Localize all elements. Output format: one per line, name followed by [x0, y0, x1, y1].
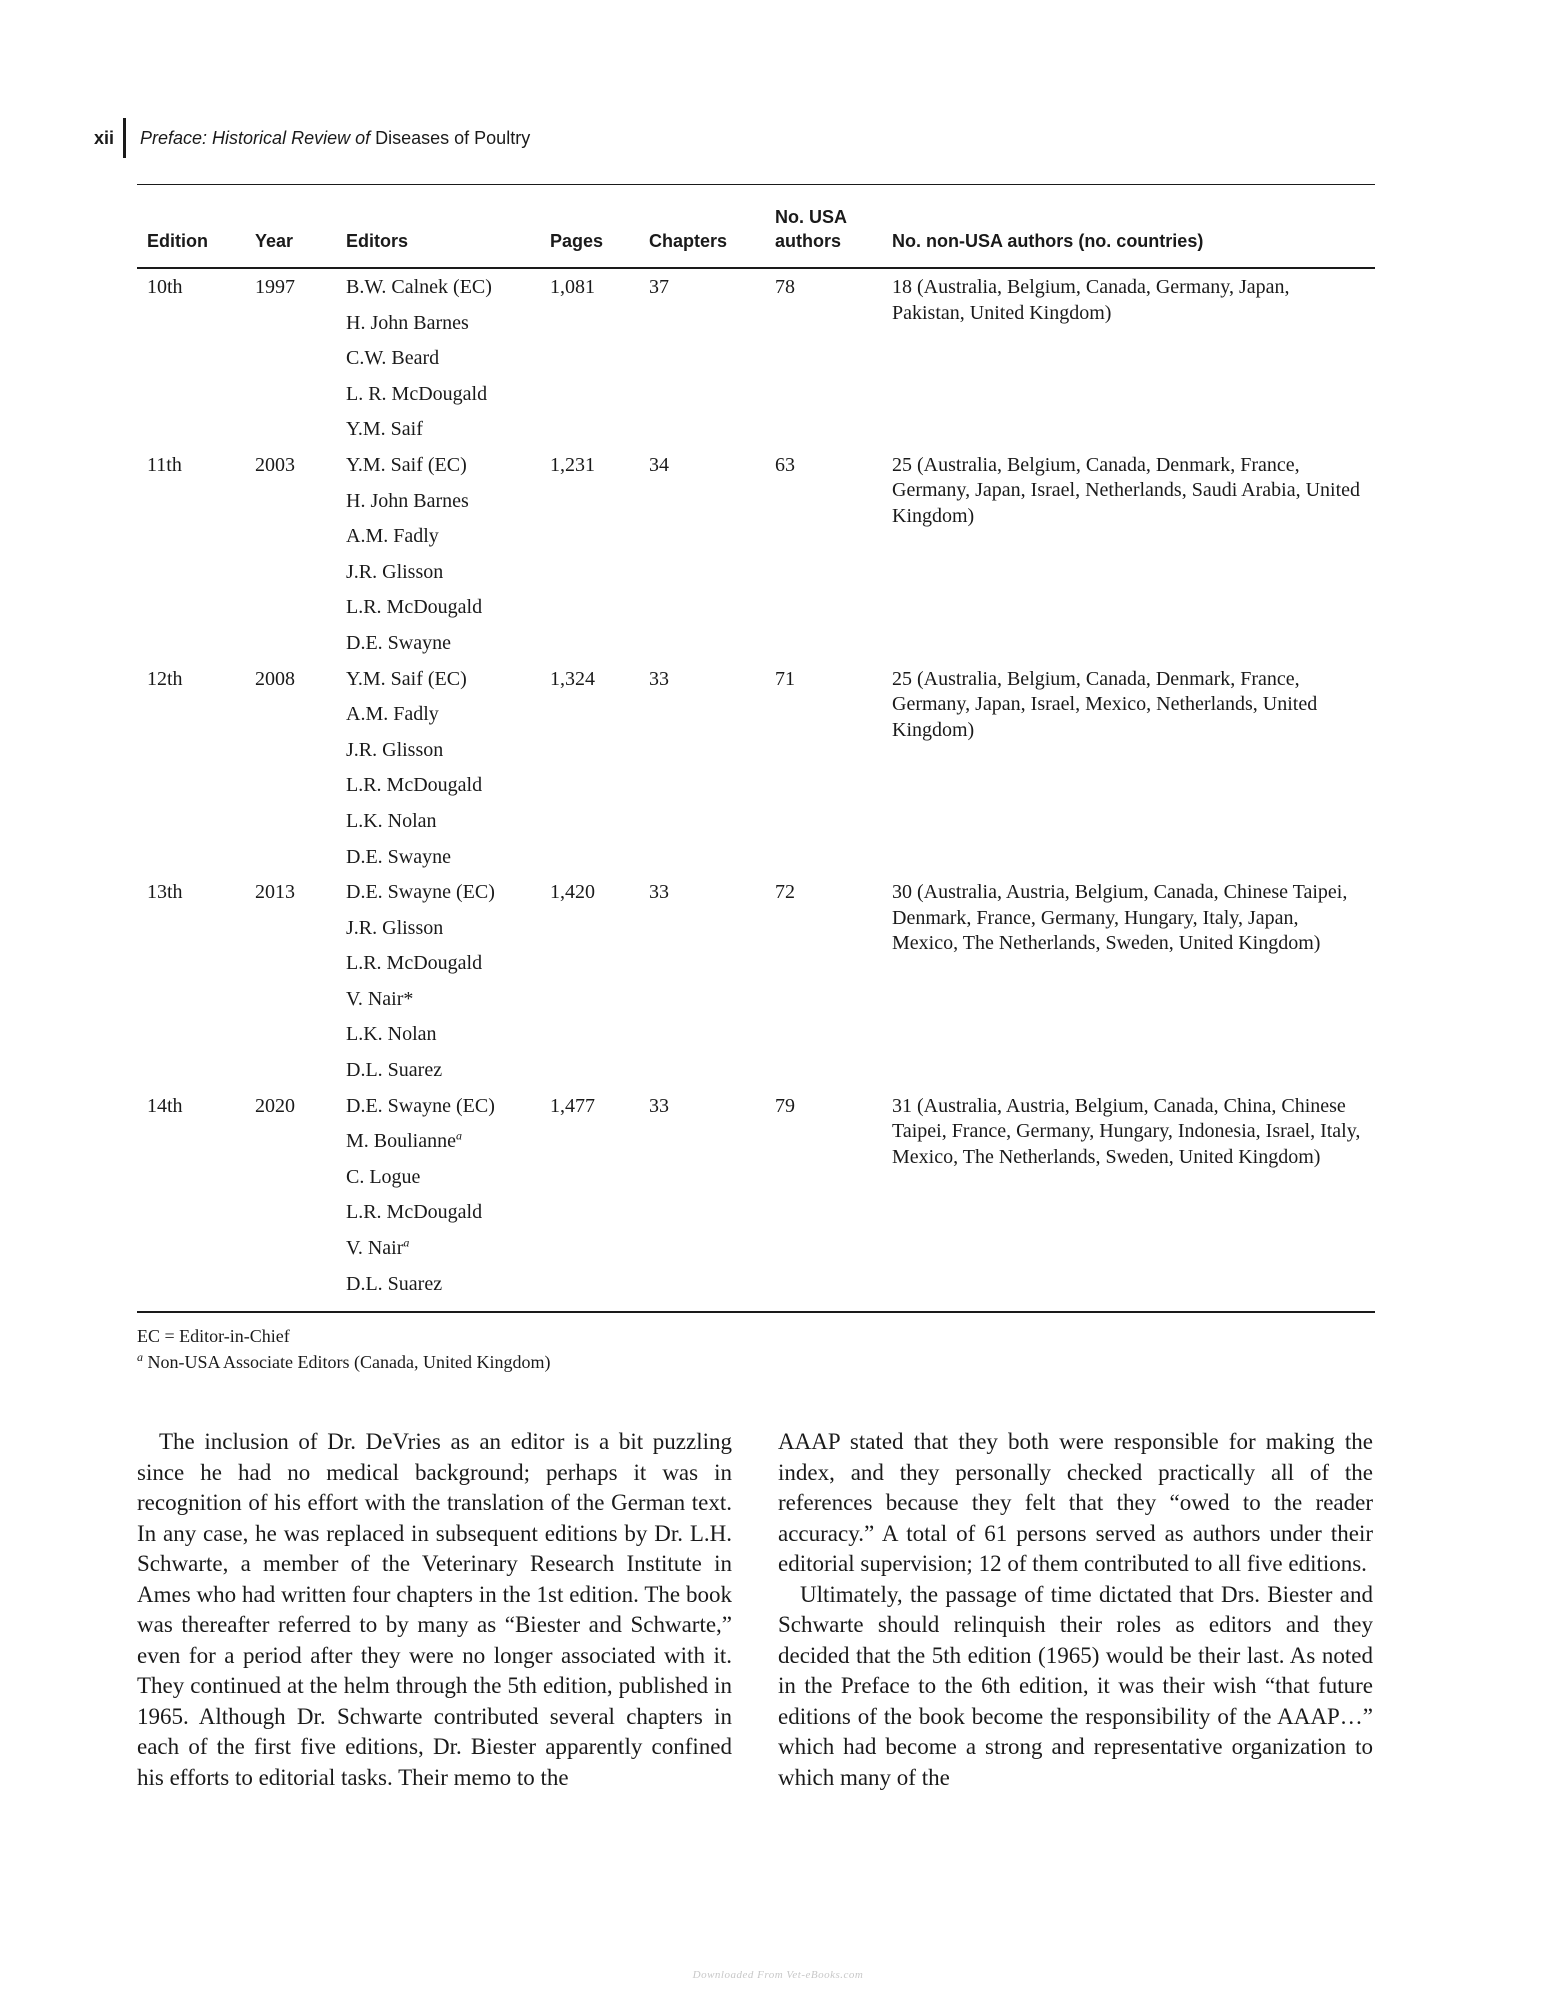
body-column-right: [778, 1427, 1373, 1793]
editor-name: [346, 809, 530, 845]
editor-name: [346, 1200, 530, 1236]
editor-name-text: V. Nair*: [346, 987, 414, 1010]
body-paragraph: The inclusion of Dr. DeVries as an editor is a bit puzzling since he had no medical background; perhaps it was in recognition of his effort with the translation of the German text. In any case, he was replaced in subsequent editions by Dr. L.H. Schwarte, a member of the Veterinary Research Institute in Ames who had written four chapters in the 1st edition. The book was thereafter referred to by many as “Biester and Schwarte,” even for a period after they were no longer associated with it. They continued at the helm through the 5th edition, published in 1965. Although Dr. Schwarte contributed several chapters in each of the first five editions, Dr. Biester apparently confined his efforts to editorial tasks. Their memo to the: [137, 1429, 732, 1790]
editor-name: [346, 1165, 530, 1201]
cell-year: 2003: [255, 453, 295, 476]
editor-name: [346, 845, 530, 881]
cell-chapters: 37: [649, 276, 669, 298]
editor-name-text: Y.M. Saif (EC): [346, 453, 467, 476]
editor-name: [346, 417, 530, 453]
editor-name-text: D.E. Swayne: [346, 631, 451, 654]
running-title-book: Diseases of Poultry: [375, 127, 531, 148]
footnote-a-text: Non-USA Associate Editors (Canada, United Kingdom): [147, 1352, 551, 1372]
editions-table: [137, 184, 1375, 1313]
body-column-left: [137, 1427, 732, 1793]
editor-name: [346, 951, 530, 987]
cell-edition: 12th: [147, 667, 183, 690]
cell-usa-authors: 71: [775, 667, 795, 690]
cell-pages: 1,324: [550, 667, 595, 690]
cell-editors: [336, 453, 540, 667]
table-row: [137, 880, 1375, 1094]
cell-edition: 13th: [147, 881, 183, 904]
editor-name-text: A.M. Fadly: [346, 703, 439, 726]
editor-name-text: L.K. Nolan: [346, 1023, 437, 1046]
cell-pages: 1,081: [550, 276, 595, 298]
cell-non-usa-authors: 31 (Australia, Austria, Belgium, Canada, China, Chinese Taipei, France, Germany, Hungary, Indonesia, Israel, Italy, Mexico, The Netherlands, Sweden, United Kingdom): [882, 1094, 1375, 1313]
cell-non-usa-authors: 30 (Australia, Austria, Belgium, Canada, Chinese Taipei, Denmark, France, Germany, Hungary, Italy, Japan, Mexico, The Netherlands, Sweden, United Kingdom): [892, 881, 1348, 955]
editor-name: [346, 560, 530, 596]
cell-edition: 10th: [147, 276, 183, 298]
cell-pages: 1,420: [550, 881, 595, 904]
editor-name-text: D.L. Suarez: [346, 1272, 443, 1295]
cell-year: 2020: [245, 1094, 336, 1313]
editor-name: [346, 987, 530, 1023]
editor-name-text: L.R. McDougald: [346, 1201, 483, 1224]
cell-editors: [336, 667, 540, 881]
editor-name-text: B.W. Calnek (EC): [346, 276, 492, 298]
editor-name: [346, 275, 530, 311]
table-footnotes: [137, 1323, 550, 1375]
cell-year: 1997: [255, 276, 295, 298]
editor-name: [346, 916, 530, 952]
editor-name: [346, 1236, 530, 1272]
header-rule: [123, 118, 126, 158]
editor-name-text: D.L. Suarez: [346, 1059, 443, 1082]
editor-name-text: J.R. Glisson: [346, 738, 444, 761]
cell-chapters: 33: [649, 881, 669, 904]
page-number: xii: [94, 127, 115, 148]
editor-name: [346, 667, 530, 703]
editor-name: [346, 738, 530, 774]
editor-name: [346, 773, 530, 809]
cell-pages: 1,477: [540, 1094, 639, 1313]
editor-name: [346, 1129, 530, 1165]
body-paragraph: Ultimately, the passage of time dictated that Drs. Biester and Schwarte should relinquish their roles as editors and they decided that the 5th edition (1965) would be their last. As noted in the Preface to the 6th edition, it was their wish “that future editions of the book become the responsibility of the AAAP…” which had become a strong and representative organization to which many of the: [778, 1581, 1373, 1790]
col-header-pages: Pages: [540, 185, 639, 269]
footnote-ec: EC = Editor-in-Chief: [137, 1326, 290, 1346]
editor-name-text: L.R. McDougald: [346, 774, 483, 797]
table-row: [137, 1094, 1375, 1313]
table-header-row: [137, 185, 1375, 269]
editor-name-text: H. John Barnes: [346, 311, 469, 334]
download-watermark: Downloaded From Vet-eBooks.com: [692, 1969, 864, 1981]
col-header-chapters: Chapters: [639, 185, 765, 269]
table-row: [137, 268, 1375, 453]
col-header-year: Year: [245, 185, 336, 269]
cell-year: 2008: [255, 667, 295, 690]
cell-non-usa-authors: 18 (Australia, Belgium, Canada, Germany, Japan, Pakistan, United Kingdom): [892, 276, 1290, 324]
editor-name-text: J.R. Glisson: [346, 916, 444, 939]
table-row: [137, 667, 1375, 881]
running-title: [140, 128, 530, 149]
editor-name: [346, 1272, 530, 1308]
cell-usa-authors: 63: [775, 453, 795, 476]
editor-name-text: Y.M. Saif (EC): [346, 667, 467, 690]
editor-name-text: L.K. Nolan: [346, 809, 437, 832]
editor-name-text: H. John Barnes: [346, 489, 469, 512]
running-header: [94, 118, 530, 158]
col-header-edition: Edition: [137, 185, 245, 269]
table-row: [137, 453, 1375, 667]
editor-name-text: Y.M. Saif: [346, 418, 423, 441]
editor-footnote-marker: a: [456, 1128, 462, 1143]
editor-name: [346, 311, 530, 347]
editor-footnote-marker: a: [403, 1235, 410, 1250]
editor-name-text: L. R. McDougald: [346, 382, 488, 405]
editor-name: [346, 382, 530, 418]
footnote-a-marker: a: [137, 1350, 143, 1364]
editor-name: [346, 595, 530, 631]
cell-edition: 14th: [137, 1094, 245, 1313]
editor-name: [346, 1094, 530, 1130]
cell-usa-authors: 78: [775, 276, 795, 298]
cell-chapters: 33: [649, 667, 669, 690]
running-title-italic: Preface: Historical Review of: [140, 127, 371, 148]
cell-editors: [336, 268, 540, 453]
cell-editors: [336, 1094, 540, 1313]
editor-name: [346, 489, 530, 525]
cell-edition: 11th: [147, 453, 182, 476]
cell-pages: 1,231: [550, 453, 595, 476]
editor-name: [346, 1058, 530, 1094]
cell-chapters: 33: [639, 1094, 765, 1313]
editor-name: [346, 702, 530, 738]
editor-name-text: D.E. Swayne (EC): [346, 1094, 495, 1117]
editor-name: [346, 453, 530, 489]
col-header-non-usa-authors: No. non-USA authors (no. countries): [882, 185, 1375, 269]
cell-usa-authors: 79: [765, 1094, 882, 1313]
editor-name-text: C.W. Beard: [346, 347, 440, 370]
body-paragraph: AAAP stated that they both were responsible for making the index, and they personally checked practically all of the references because they felt that they “owed to the reader accuracy.” A total of 61 persons served as authors under their editorial supervision; 12 of them contributed to all five editions.: [778, 1429, 1373, 1576]
editor-name-text: M. Boulianne: [346, 1130, 456, 1153]
cell-usa-authors: 72: [775, 881, 795, 904]
editor-name: [346, 524, 530, 560]
col-header-editors: Editors: [336, 185, 540, 269]
footnote-a: [137, 1349, 550, 1375]
cell-editors: [336, 880, 540, 1094]
editor-name-text: L.R. McDougald: [346, 952, 483, 975]
editor-name-text: V. Nair: [346, 1237, 404, 1260]
cell-chapters: 34: [649, 453, 669, 476]
editor-name-text: A.M. Fadly: [346, 525, 439, 548]
editor-name: [346, 880, 530, 916]
col-header-usa-authors: No. USA authors: [765, 185, 882, 269]
editor-name-text: D.E. Swayne (EC): [346, 881, 495, 904]
editor-name: [346, 631, 530, 667]
cell-non-usa-authors: 25 (Australia, Belgium, Canada, Denmark, France, Germany, Japan, Israel, Netherlands, Saudi Arabia, United Kingdom): [892, 453, 1360, 527]
cell-year: 2013: [255, 881, 295, 904]
editor-name-text: D.E. Swayne: [346, 845, 451, 868]
editor-name-text: C. Logue: [346, 1165, 421, 1188]
editor-name: [346, 1022, 530, 1058]
cell-non-usa-authors: 25 (Australia, Belgium, Canada, Denmark, France, Germany, Japan, Israel, Mexico, Netherlands, United Kingdom): [892, 667, 1318, 741]
editor-name-text: L.R. McDougald: [346, 596, 483, 619]
editor-name-text: J.R. Glisson: [346, 560, 444, 583]
editor-name: [346, 346, 530, 382]
